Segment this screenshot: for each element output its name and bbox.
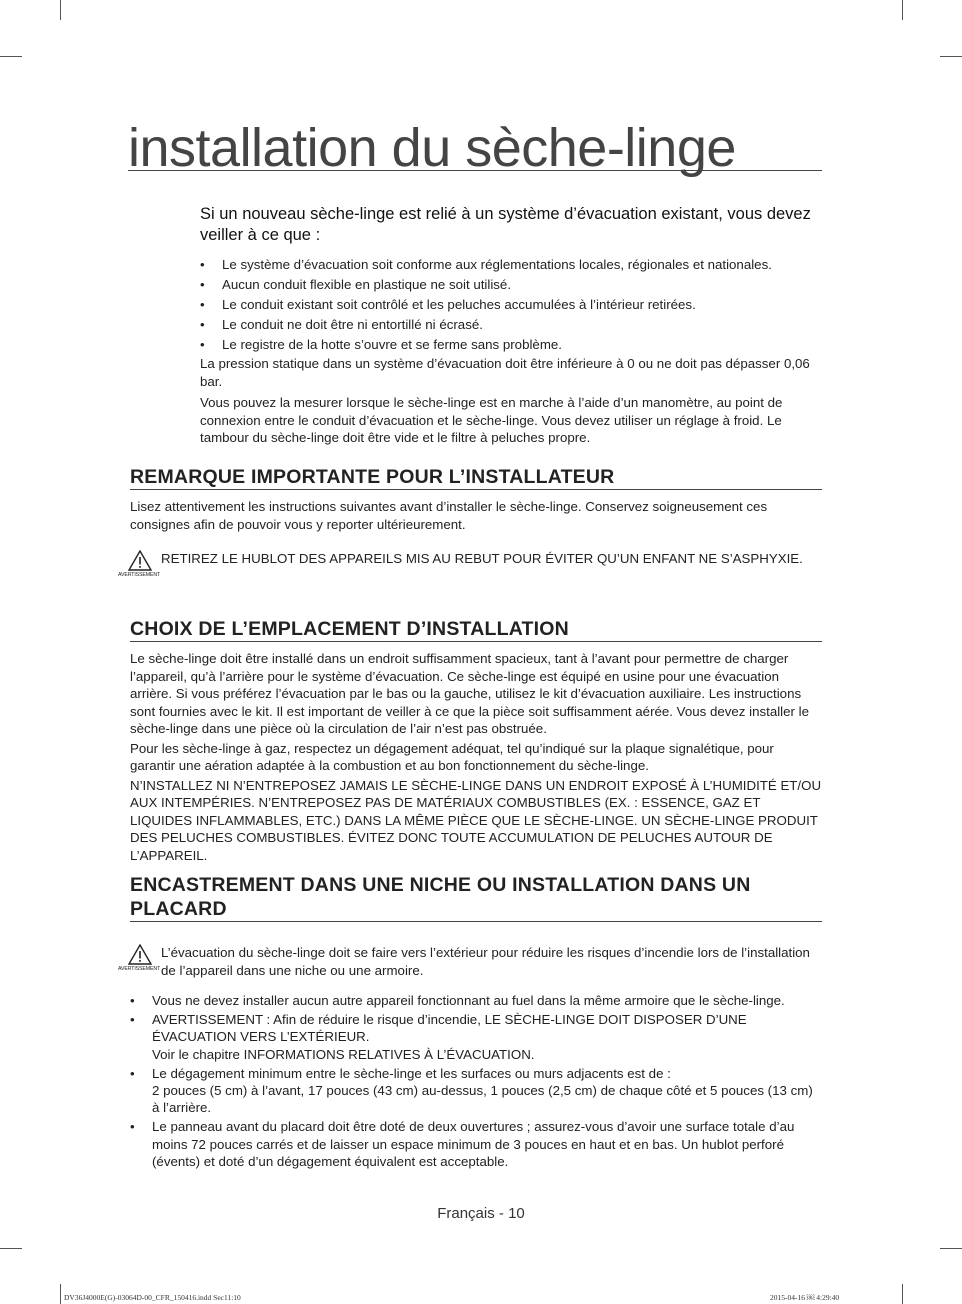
list-item-line: • Vous ne devez installer aucun autre appareil fonctionnant au fuel dans la même armoire que le sèche-linge. (152, 993, 785, 1008)
intro-paragraphs (200, 355, 825, 447)
paragraph: Lisez attentivement les instructions suivantes avant d’installer le sèche-linge. Conservez soigneusement ces consignes afin de pouvoir vous y reporter ultérieurement. (130, 499, 768, 532)
warning-block (118, 944, 818, 979)
page-footer: Français - 10 (437, 1205, 525, 1222)
list-item-line: • Le dégagement minimum entre le sèche-linge et les surfaces ou murs adjacents est de : (152, 1065, 671, 1081)
list-item-line: 2 pouces (5 cm) à l’avant, 17 pouces (43 cm) au-dessus, 1 pouces (2,5 cm) de chaque côté et 5 pouces (13 cm) à l’arrière. (152, 1083, 813, 1116)
section-heading-recess: ENCASTREMENT DANS UNE NICHE OU INSTALLATION DANS UN PLACARD (130, 873, 822, 922)
list-item (130, 1011, 822, 1063)
crop-mark (940, 1248, 962, 1249)
list-item-line: • Le panneau avant du placard doit être doté de deux ouvertures ; assurez-vous d’avoir une surface totale d’au moins 72 pouces carrés et de laisser un espace minimum de 3 pouces en haut et en bas. Un hublot perforé (évents) et doté d’un dégagement équivalent est acceptable. (152, 1119, 795, 1169)
warning-text: L’évacuation du sèche-linge doit se faire vers l’extérieur pour réduire les risques d’incendie lors de l’installation de l’appareil dans une niche ou une armoire. (161, 945, 810, 978)
crop-mark (940, 56, 962, 57)
warning-icon (118, 944, 162, 974)
list-item (130, 992, 822, 1009)
list-item: • Le système d’évacuation soit conforme aux réglementations locales, régionales et nationales. (200, 255, 825, 275)
paragraph: La pression statique dans un système d’évacuation doit être inférieure à 0 ou ne doit pas dépasser 0,06 bar. (200, 356, 810, 389)
section-heading-installer-note: REMARQUE IMPORTANTE POUR L’INSTALLATEUR (130, 465, 822, 490)
print-slug-left: DV36J4000E(G)-03064D-00_CFR_150416.indd Sec11:10 (64, 1293, 241, 1302)
crop-mark (0, 1248, 22, 1249)
warning-label: AVERTISSEMENT (118, 572, 161, 578)
list-item: • Le registre de la hotte s’ouvre et se ferme sans problème. (200, 335, 825, 355)
warning-text: RETIREZ LE HUBLOT DES APPAREILS MIS AU REBUT POUR ÉVITER QU’UN ENFANT NE S’ASPHYXIE. (161, 551, 803, 566)
section-body-installer-note (130, 498, 822, 533)
crop-mark (902, 1284, 903, 1304)
warning-block (118, 550, 818, 578)
crop-mark (0, 56, 22, 57)
crop-mark (60, 1284, 61, 1304)
paragraph: Vous pouvez la mesurer lorsque le sèche-linge est en marche à l’aide d’un manomètre, au point de connexion entre le conduit d’évacuation et le sèche-linge. Vous devez utiliser un réglage à froid. Le tambour du sèche-linge doit être vide et le filtre à peluches propre. (200, 395, 783, 445)
intro-text: Si un nouveau sèche-linge est relié à un système d’évacuation existant, vous devez veiller à ce que : (200, 205, 811, 244)
paragraph: Pour les sèche-linge à gaz, respectez un dégagement adéquat, tel qu’indiqué sur la plaque signalétique, pour garantir une aération adaptée à la combustion et au bon fonctionnement du sèche-linge. (130, 740, 774, 773)
list-item-line: Voir le chapitre INFORMATIONS RELATIVES À L’ÉVACUATION. (152, 1046, 535, 1062)
section-heading-location: CHOIX DE L’EMPLACEMENT D’INSTALLATION (130, 617, 822, 642)
print-slug-right: 2015-04-16 ￼ 4:29:40 (770, 1293, 840, 1302)
crop-mark (902, 0, 903, 20)
warning-label: AVERTISSEMENT (118, 966, 161, 972)
list-item: • Aucun conduit flexible en plastique ne soit utilisé. (200, 275, 825, 295)
warning-icon (118, 550, 162, 580)
list-item-line: • AVERTISSEMENT : Afin de réduire le risque d’incendie, LE SÈCHE-LINGE DOIT DISPOSER D’UNE ÉVACUATION VERS L’EXTÉRIEUR. (152, 1012, 747, 1045)
intro-bullet-list (200, 255, 825, 355)
paragraph: N’INSTALLEZ NI N’ENTREPOSEZ JAMAIS LE SÈCHE-LINGE DANS UN ENDROIT EXPOSÉ À L’HUMIDITÉ ET/OU AUX INTEMPÉRIES. N’ENTREPOSEZ PAS DE MATÉRIAUX COMBUSTIBLES (EX. : ESSENCE, GAZ ET LIQUIDES INFLAMMABLES, ETC.) DANS LA MÊME PIÈCE QUE LE SÈCHE-LINGE. UN SÈCHE-LINGE PRODUIT DES PELUCHES COMBUSTIBLES. ÉVITEZ DONC TOUTE ACCUMULATION DE PELUCHES AUTOUR DE L’APPAREIL. (130, 777, 822, 863)
crop-mark (60, 0, 61, 20)
list-item (130, 1118, 822, 1170)
paragraph: Le sèche-linge doit être installé dans un endroit suffisamment spacieux, tant à l’avant pour permettre de charger l’appareil, qu’à l’arrière pour le système d’évacuation. Ce sèche-linge est équipé en usine pour une évacuation arrière. Si vous préférez l’évacuation par le bas ou la gauche, utilisez le kit d’évacuation auxiliaire. Les instructions sont fournies avec le kit. Il est important de veiller à ce que la pièce soit suffisamment aérée. Vous devez installer le sèche-linge dans une pièce où la circulation de l’air n’est pas obstruée. (130, 651, 809, 736)
section-body-location (130, 650, 822, 864)
list-item: • Le conduit ne doit être ni entortillé ni écrasé. (200, 315, 825, 335)
recess-bullet-list (130, 992, 822, 1172)
list-item: • Le conduit existant soit contrôlé et les peluches accumulées à l’intérieur retirées. (200, 295, 825, 315)
page-title: installation du sèche-linge (128, 118, 822, 171)
list-item (130, 1065, 822, 1117)
